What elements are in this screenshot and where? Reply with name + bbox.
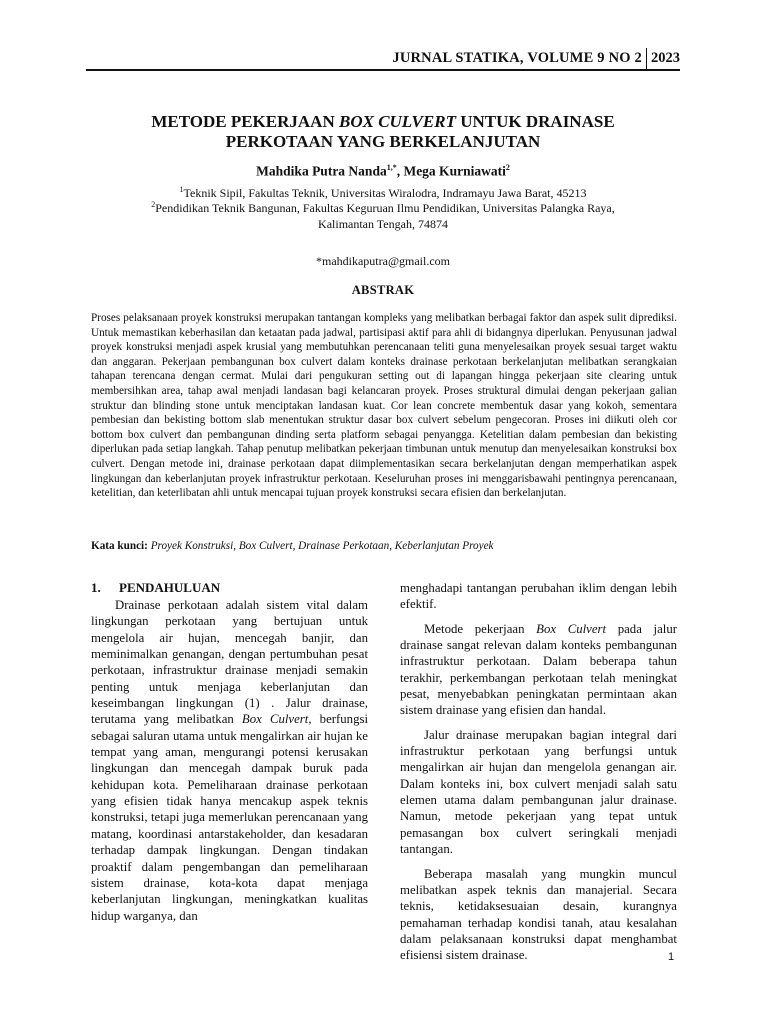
- running-header: [86, 48, 680, 70]
- column-right: [400, 580, 677, 964]
- page-number: 1: [668, 951, 675, 963]
- paragraph-4: Beberapa masalah yang mungkin muncul melibatkan aspek teknis dan manajerial. Secara teknis, ketidaksesuaian desain, kurangnya pemahaman terhadap kondisi tanah, atau kesalahan dalam pelaksanaan konstruksi dapat menghambat efisiensi sistem drainase.: [400, 866, 677, 963]
- affiliation-2: $^2$Pendidikan Teknik Bangunan, Fakultas Keguruan Ilmu Pendidikan, Universitas Palangka Raya, Kalimantan Tengah, 74874: [151, 200, 615, 231]
- abstract-heading: ABSTRAK: [351, 283, 415, 297]
- header-rule: [86, 69, 680, 71]
- affiliation-1: $^1$Teknik Sipil, Fakultas Teknik, Universitas Wiralodra, Indramayu Jawa Barat, 45213: [179, 185, 587, 200]
- author-1: Mahdika Putra Nanda: [256, 163, 387, 179]
- paper-title: METODE PEKERJAAN BOX CULVERT UNTUK DRAINASE PERKOTAAN YANG BERKELANJUTAN: [151, 112, 615, 151]
- keywords: [91, 539, 677, 554]
- journal-year: 2023: [651, 50, 680, 66]
- header-separator: [646, 48, 648, 70]
- journal-name: JURNAL STATIKA, VOLUME 9 NO 2: [392, 50, 642, 66]
- corresponding-email: *mahdikaputra@gmail.com: [315, 254, 450, 268]
- keywords-label: Kata kunci:: [91, 540, 151, 552]
- abstract-text: Proses pelaksanaan proyek konstruksi merupakan tantangan kompleks yang melibatkan berbagai faktor dan aspek sulit diprediksi. Untuk memastikan keberhasilan dan ketaatan pada jadwal, partisipasi aktif para ahli di bidangnya diperlukan. Penyusunan jadwal proyek konstruksi menjadi aspek krusial yang membutuhkan perencanaan teliti guna menyelesaikan proyek sesuai target waktu dan anggaran. Pekerjaan pembangunan box culvert dalam konteks drainase perkotaan berkelanjutan melibatkan serangkaian tahapan terencana dengan cermat. Mulai dari pengukuran setting out di lapangan hingga pekerjaan site clearing untuk membersihkan area, tahap awal menjadi landasan bagi kelancaran proyek. Proses struktural dimulai dengan pekerjaan galian struktur dan blinding stone untuk menciptakan landasan kuat. Cor lean concrete membentuk dasar yang kokoh, sementara pembesian dan bekisting bottom slab menentukan struktur dasar box culvert sebelum pengecoran. Proses ini diikuti oleh cor bottom box culvert dan pembangunan dinding serta platform sebagai penyangga. Ketelitian dalam pembesian dan bekisting diperlukan pada setiap langkah. Tahap penutup melibatkan pekerjaan timbunan untuk menutup dan menyelesaikan konstruksi box culvert. Dengan metode ini, drainase perkotaan dapat diimplementasikan secara berkelanjutan dengan memperhatikan aspek lingkungan dan keberlanjutan proyek infrastruktur perkotaan. Keseluruhan proses ini menggarisbawahi pentingnya perencanaan, ketelitian, dan keterlibatan ahli untuk mencapai tujuan proyek konstruksi secara efisien dan berkelanjutan.: [91, 312, 677, 500]
- keywords-value: Proyek Konstruksi, Box Culvert, Drainase Perkotaan, Keberlanjutan Proyek: [150, 540, 494, 552]
- column-left: [91, 580, 368, 924]
- section-heading: 1. PENDAHULUAN: [91, 580, 221, 595]
- title-italic: BOX CULVERT: [338, 112, 456, 131]
- paragraph-1-continued: menghadapi tantangan perubahan iklim dengan lebih efektif.: [400, 581, 677, 612]
- paragraph-2: Metode pekerjaan Box Culvert pada jalur drainase sangat relevan dalam konteks pembangunan infrastruktur perkotaan. Dalam beberapa tahun terakhir, perkembangan perkotaan telah meningkat pesat, menyebabkan peningkatan permintaan akan sistem drainase yang efisien dan handal.: [400, 621, 677, 718]
- paragraph-1: Drainase perkotaan adalah sistem vital dalam lingkungan perkotaan yang bertujuan untuk mengelola air hujan, mencegah banjir, dan meminimalkan genangan, dengan pertumbuhan pesat perkotaan, infrastruktur drainase menjadi semakin penting untuk menjaga keberlanjutan dan keseimbangan lingkungan (1) . Jalur drainase, terutama yang melibatkan Box Culvert, berfungsi sebagai saluran utama untuk mengalirkan air hujan ke tempat yang aman, mengurangi potensi kerusakan lingkungan dan mencegah dampak buruk pada kehidupan kota. Pemeliharaan drainase perkotaan yang efisien tidak hanya mencakup aspek teknis konstruksi, tetapi juga memerlukan perencanaan yang matang, koordinasi antarstakeholder, dan kesadaran terhadap dampak lingkungan. Dengan tindakan proaktif dalam pengembangan dan pemeliharaan sistem drainase, kota-kota dapat menjaga keberlanjutan lingkungan, meningkatkan kualitas hidup warganya, dan: [91, 598, 368, 923]
- authors: Mahdika Putra Nanda$^{1,*}$, Mega Kurniawati$^2$: [256, 163, 510, 179]
- author-2: Mega Kurniawati: [403, 163, 506, 179]
- paragraph-3: Jalur drainase merupakan bagian integral dari infrastruktur perkotaan yang berfungsi untuk mengalirkan air hujan dan mengelola genangan air. Dalam konteks ini, box culvert menjadi salah satu elemen utama dalam pembangunan jalur drainase. Namun, metode pekerjaan yang tepat untuk pemasangan box culvert seringkali menjadi tantangan.: [400, 727, 677, 857]
